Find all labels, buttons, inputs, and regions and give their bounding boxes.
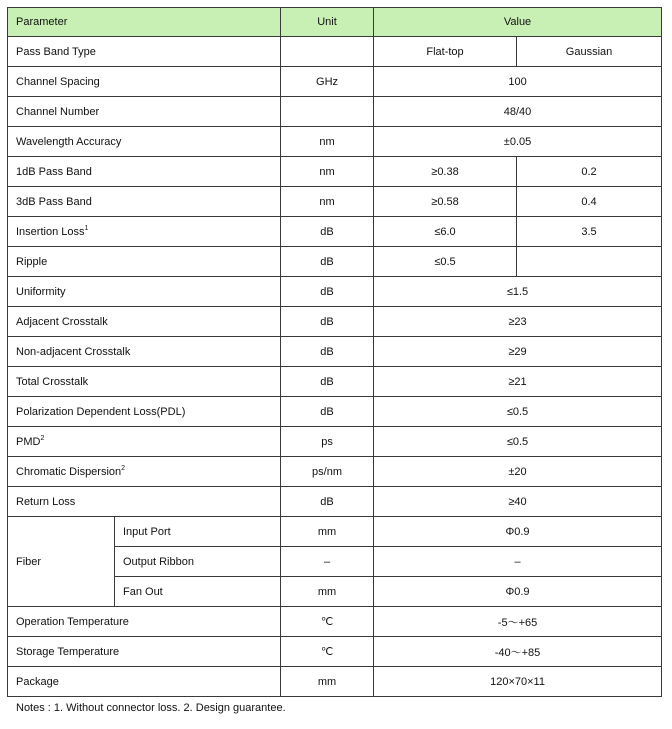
row-label: Storage Temperature bbox=[8, 637, 281, 667]
row-value: 100 bbox=[374, 67, 662, 97]
row-unit: nm bbox=[281, 187, 374, 217]
table-row bbox=[8, 367, 662, 397]
row-label: Pass Band Type bbox=[8, 37, 281, 67]
row-label: Total Crosstalk bbox=[8, 367, 281, 397]
fiber-sub-label: Fan Out bbox=[115, 577, 281, 607]
row-label: Polarization Dependent Loss(PDL) bbox=[8, 397, 281, 427]
row-unit: dB bbox=[281, 217, 374, 247]
row-label-text: Insertion Loss bbox=[16, 225, 85, 238]
row-unit: ps/nm bbox=[281, 457, 374, 487]
row-value-gaussian: Gaussian bbox=[517, 37, 662, 67]
row-value-gaussian: 3.5 bbox=[517, 217, 662, 247]
row-unit: mm bbox=[281, 517, 374, 547]
table-row bbox=[8, 487, 662, 517]
table-header-row bbox=[8, 8, 662, 37]
row-unit: dB bbox=[281, 247, 374, 277]
row-label: Non-adjacent Crosstalk bbox=[8, 337, 281, 367]
row-label: 1dB Pass Band bbox=[8, 157, 281, 187]
row-value: – bbox=[374, 547, 662, 577]
row-value-flat-top: ≥0.58 bbox=[374, 187, 517, 217]
table-row bbox=[8, 247, 662, 277]
row-label bbox=[8, 457, 281, 487]
table-row bbox=[8, 157, 662, 187]
row-label-text: Chromatic Dispersion bbox=[16, 465, 122, 478]
row-unit: – bbox=[281, 547, 374, 577]
table-row bbox=[8, 607, 662, 637]
row-unit: dB bbox=[281, 337, 374, 367]
table-row bbox=[8, 337, 662, 367]
row-value: ≤1.5 bbox=[374, 277, 662, 307]
row-label: Channel Spacing bbox=[8, 67, 281, 97]
row-value: Φ0.9 bbox=[374, 577, 662, 607]
fiber-sub-label: Input Port bbox=[115, 517, 281, 547]
row-label: Return Loss bbox=[8, 487, 281, 517]
table-row bbox=[8, 37, 662, 67]
row-value: ≥21 bbox=[374, 367, 662, 397]
row-value-gaussian: 0.2 bbox=[517, 157, 662, 187]
row-label: Package bbox=[8, 667, 281, 697]
row-unit: dB bbox=[281, 397, 374, 427]
footnote-marker: 2 bbox=[40, 434, 45, 442]
row-label bbox=[8, 427, 281, 457]
table-row bbox=[8, 457, 662, 487]
row-value: ≤0.5 bbox=[374, 427, 662, 457]
row-unit: dB bbox=[281, 487, 374, 517]
row-label: 3dB Pass Band bbox=[8, 187, 281, 217]
header-value: Value bbox=[374, 8, 662, 37]
row-label: Ripple bbox=[8, 247, 281, 277]
specification-table bbox=[7, 7, 662, 697]
row-label-text: PMD bbox=[16, 435, 41, 448]
table-row bbox=[8, 217, 662, 247]
row-label: Adjacent Crosstalk bbox=[8, 307, 281, 337]
row-value: 48/40 bbox=[374, 97, 662, 127]
row-value: ≤0.5 bbox=[374, 397, 662, 427]
row-unit bbox=[281, 37, 374, 67]
row-label: Uniformity bbox=[8, 277, 281, 307]
table-row bbox=[8, 637, 662, 667]
fiber-sub-label: Output Ribbon bbox=[115, 547, 281, 577]
row-value: ≥40 bbox=[374, 487, 662, 517]
table-row bbox=[8, 187, 662, 217]
row-unit: dB bbox=[281, 307, 374, 337]
row-value-flat-top: ≥0.38 bbox=[374, 157, 517, 187]
row-value: ±20 bbox=[374, 457, 662, 487]
table-row bbox=[8, 667, 662, 697]
header-parameter: Parameter bbox=[8, 8, 281, 37]
table-row bbox=[8, 397, 662, 427]
table-notes: Notes : 1. Without connector loss. 2. Design guarantee. bbox=[16, 702, 286, 714]
row-value: -5～+65 bbox=[374, 607, 662, 637]
row-value-flat-top: ≤6.0 bbox=[374, 217, 517, 247]
row-value: Φ0.9 bbox=[374, 517, 662, 547]
row-value: -40～+85 bbox=[374, 637, 662, 667]
row-value: ±0.05 bbox=[374, 127, 662, 157]
footnote-marker: 1 bbox=[84, 224, 89, 232]
row-unit: nm bbox=[281, 157, 374, 187]
row-value-flat-top: Flat-top bbox=[374, 37, 517, 67]
table-row bbox=[8, 97, 662, 127]
row-value: 120×70×11 bbox=[374, 667, 662, 697]
row-unit: dB bbox=[281, 277, 374, 307]
row-label: Channel Number bbox=[8, 97, 281, 127]
row-unit: mm bbox=[281, 577, 374, 607]
footnote-marker: 2 bbox=[121, 464, 126, 472]
row-unit: ps bbox=[281, 427, 374, 457]
row-unit: ℃ bbox=[281, 607, 374, 637]
row-unit: ℃ bbox=[281, 637, 374, 667]
fiber-group-label: Fiber bbox=[8, 517, 115, 607]
table-row bbox=[8, 67, 662, 97]
row-unit: GHz bbox=[281, 67, 374, 97]
header-unit: Unit bbox=[281, 8, 374, 37]
row-unit: nm bbox=[281, 127, 374, 157]
row-unit: dB bbox=[281, 367, 374, 397]
row-value-gaussian bbox=[517, 247, 662, 277]
table-row bbox=[8, 307, 662, 337]
row-value-gaussian: 0.4 bbox=[517, 187, 662, 217]
table-row bbox=[8, 517, 662, 547]
row-value: ≥29 bbox=[374, 337, 662, 367]
row-label: Wavelength Accuracy bbox=[8, 127, 281, 157]
row-value-flat-top: ≤0.5 bbox=[374, 247, 517, 277]
row-unit bbox=[281, 97, 374, 127]
table-row bbox=[8, 427, 662, 457]
table-row bbox=[8, 127, 662, 157]
row-unit: mm bbox=[281, 667, 374, 697]
row-value: ≥23 bbox=[374, 307, 662, 337]
row-label bbox=[8, 217, 281, 247]
table-row bbox=[8, 277, 662, 307]
row-label: Operation Temperature bbox=[8, 607, 281, 637]
